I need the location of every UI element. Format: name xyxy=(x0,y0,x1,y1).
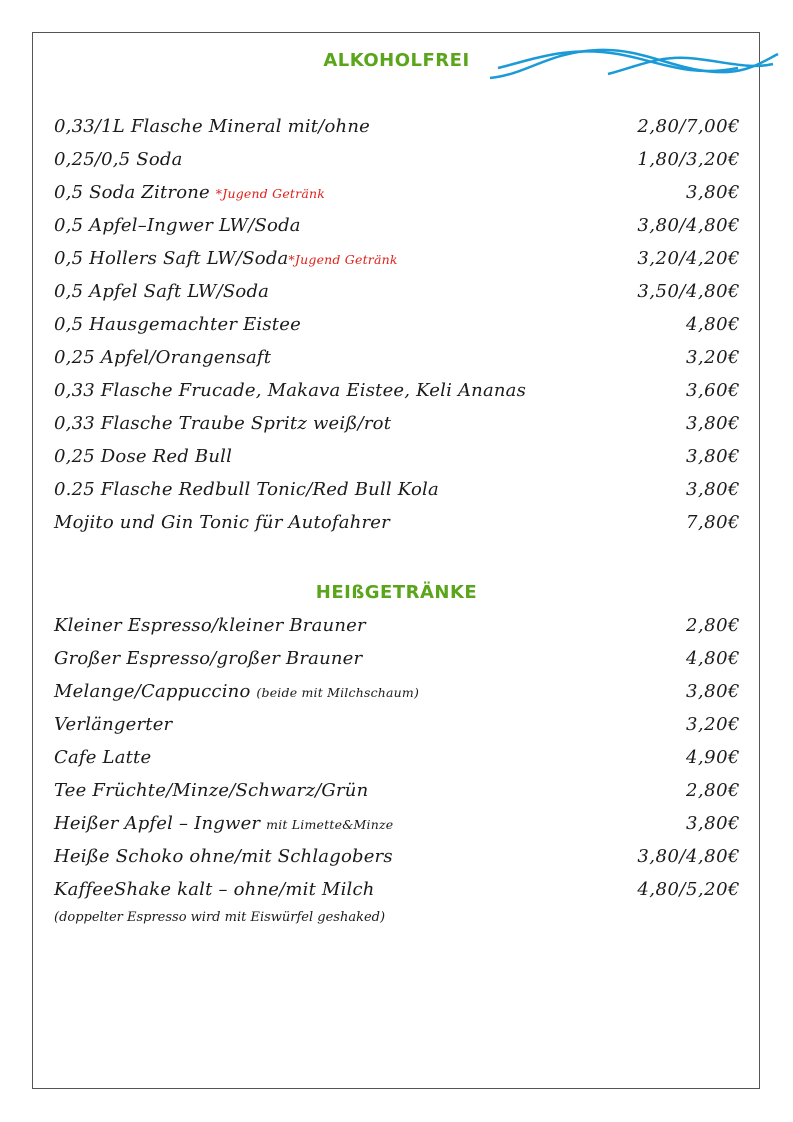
menu-item-name-text: 0,5 Hollers Saft LW/Soda xyxy=(54,248,289,269)
menu-item-price: 3,80/4,80€ xyxy=(637,215,740,236)
menu-item-name-text: 0,5 Apfel–Ingwer LW/Soda xyxy=(54,215,301,236)
menu-item-row xyxy=(54,615,740,645)
menu-item-name xyxy=(54,347,271,368)
menu-item-price: 3,80€ xyxy=(685,479,740,500)
menu-item-price: 2,80€ xyxy=(685,615,740,636)
menu-item-row xyxy=(54,681,740,711)
menu-item-row xyxy=(54,413,740,443)
menu-item-price: 2,80€ xyxy=(685,780,740,801)
menu-item-row xyxy=(54,281,740,311)
menu-item-price: 4,80/5,20€ xyxy=(637,879,740,900)
menu-item-row xyxy=(54,846,740,876)
menu-item-name xyxy=(54,648,362,669)
menu-item-price: 3,20€ xyxy=(685,347,740,368)
menu-item-row xyxy=(54,182,740,212)
menu-item-name xyxy=(54,215,301,236)
menu-item-name-text: Verlängerter xyxy=(54,714,173,735)
menu-item-name xyxy=(54,615,366,636)
menu-item-row xyxy=(54,879,740,909)
menu-item-price: 3,80€ xyxy=(685,681,740,702)
menu-item-price: 3,60€ xyxy=(685,380,740,401)
menu-item-name-text: 0,33/1L Flasche Mineral mit/ohne xyxy=(54,116,370,137)
menu-item-name xyxy=(54,149,183,170)
menu-item-name xyxy=(54,413,391,434)
menu-item-name xyxy=(54,314,301,335)
menu-item-row xyxy=(54,314,740,344)
menu-item-row xyxy=(54,248,740,278)
menu-item-note: mit Limette&Minze xyxy=(266,817,394,832)
menu-item-name-text: Heiße Schoko ohne/mit Schlagobers xyxy=(54,846,393,867)
menu-item-price: 3,80€ xyxy=(685,413,740,434)
menu-item-row xyxy=(54,215,740,245)
menu-item-price: 3,80€ xyxy=(685,182,740,203)
menu-item-row xyxy=(54,479,740,509)
menu-item-row xyxy=(54,446,740,476)
menu-item-row xyxy=(54,813,740,843)
menu-item-name xyxy=(54,780,368,801)
footnote: (doppelter Espresso wird mit Eiswürfel geshaked) xyxy=(54,910,386,925)
menu-item-name-text: KaffeeShake kalt – ohne/mit Milch xyxy=(54,879,375,900)
menu-item-name xyxy=(54,512,390,533)
menu-item-name xyxy=(54,813,393,834)
menu-item-row xyxy=(54,747,740,777)
menu-item-name-text: 0,5 Hausgemachter Eistee xyxy=(54,314,301,335)
youth-drink-note: *Jugend Getränk xyxy=(215,186,325,201)
menu-item-price: 3,50/4,80€ xyxy=(637,281,740,302)
menu-item-row xyxy=(54,780,740,810)
menu-item-name xyxy=(54,248,398,269)
menu-item-price: 2,80/7,00€ xyxy=(637,116,740,137)
menu-item-name xyxy=(54,281,269,302)
menu-item-name-text: 0,5 Soda Zitrone xyxy=(54,182,216,203)
menu-item-price: 3,80€ xyxy=(685,446,740,467)
menu-item-name-text: 0.25 Flasche Redbull Tonic/Red Bull Kola xyxy=(54,479,439,500)
menu-item-name xyxy=(54,714,172,735)
menu-item-row xyxy=(54,714,740,744)
menu-item-price: 7,80€ xyxy=(685,512,740,533)
menu-item-row xyxy=(54,512,740,542)
menu-item-name-text: Melange/Cappuccino xyxy=(54,681,257,702)
menu-item-row xyxy=(54,116,740,146)
menu-item-price: 3,20€ xyxy=(685,714,740,735)
menu-item-row xyxy=(54,380,740,410)
menu-item-name-text: Mojito und Gin Tonic für Autofahrer xyxy=(54,512,390,533)
menu-item-name-text: Cafe Latte xyxy=(54,747,152,768)
menu-item-name-text: 0,33 Flasche Frucade, Makava Eistee, Keli Ananas xyxy=(54,380,527,401)
menu-item-name xyxy=(54,182,325,203)
menu-item-name xyxy=(54,846,393,867)
menu-item-price: 1,80/3,20€ xyxy=(637,149,740,170)
menu-item-name xyxy=(54,479,439,500)
menu-item-name-text: Kleiner Espresso/kleiner Brauner xyxy=(54,615,366,636)
menu-item-row xyxy=(54,149,740,179)
menu-item-name-text: Großer Espresso/großer Brauner xyxy=(54,648,363,669)
menu-item-name-text: 0,33 Flasche Traube Spritz weiß/rot xyxy=(54,413,392,434)
menu-item-name-text: Heißer Apfel – Ingwer xyxy=(54,813,267,834)
menu-item-row xyxy=(54,347,740,377)
menu-item-note: (beide mit Milchschaum) xyxy=(256,685,420,700)
menu-item-price: 3,80/4,80€ xyxy=(637,846,740,867)
youth-drink-note: *Jugend Getränk xyxy=(288,252,398,267)
menu-item-price: 4,80€ xyxy=(685,648,740,669)
section-title-heissgetraenke: HEIßGETRÄNKE xyxy=(315,582,478,603)
menu-item-name-text: Tee Früchte/Minze/Schwarz/Grün xyxy=(54,780,369,801)
menu-item-name-text: 0,25 Apfel/Orangensaft xyxy=(54,347,272,368)
menu-item-name xyxy=(54,747,151,768)
menu-item-name-text: 0,25/0,5 Soda xyxy=(54,149,183,170)
menu-item-name xyxy=(54,681,419,702)
menu-item-price: 4,90€ xyxy=(685,747,740,768)
menu-item-row xyxy=(54,648,740,678)
menu-item-name xyxy=(54,380,526,401)
menu-item-price: 4,80€ xyxy=(685,314,740,335)
menu-item-name xyxy=(54,116,370,137)
menu-item-price: 3,20/4,20€ xyxy=(637,248,740,269)
menu-item-name-text: 0,5 Apfel Saft LW/Soda xyxy=(54,281,270,302)
menu-item-price: 3,80€ xyxy=(685,813,740,834)
section-title-alkoholfrei: ALKOHOLFREI xyxy=(323,50,470,71)
menu-item-name xyxy=(54,879,375,900)
menu-item-name-text: 0,25 Dose Red Bull xyxy=(54,446,233,467)
menu-item-name xyxy=(54,446,232,467)
